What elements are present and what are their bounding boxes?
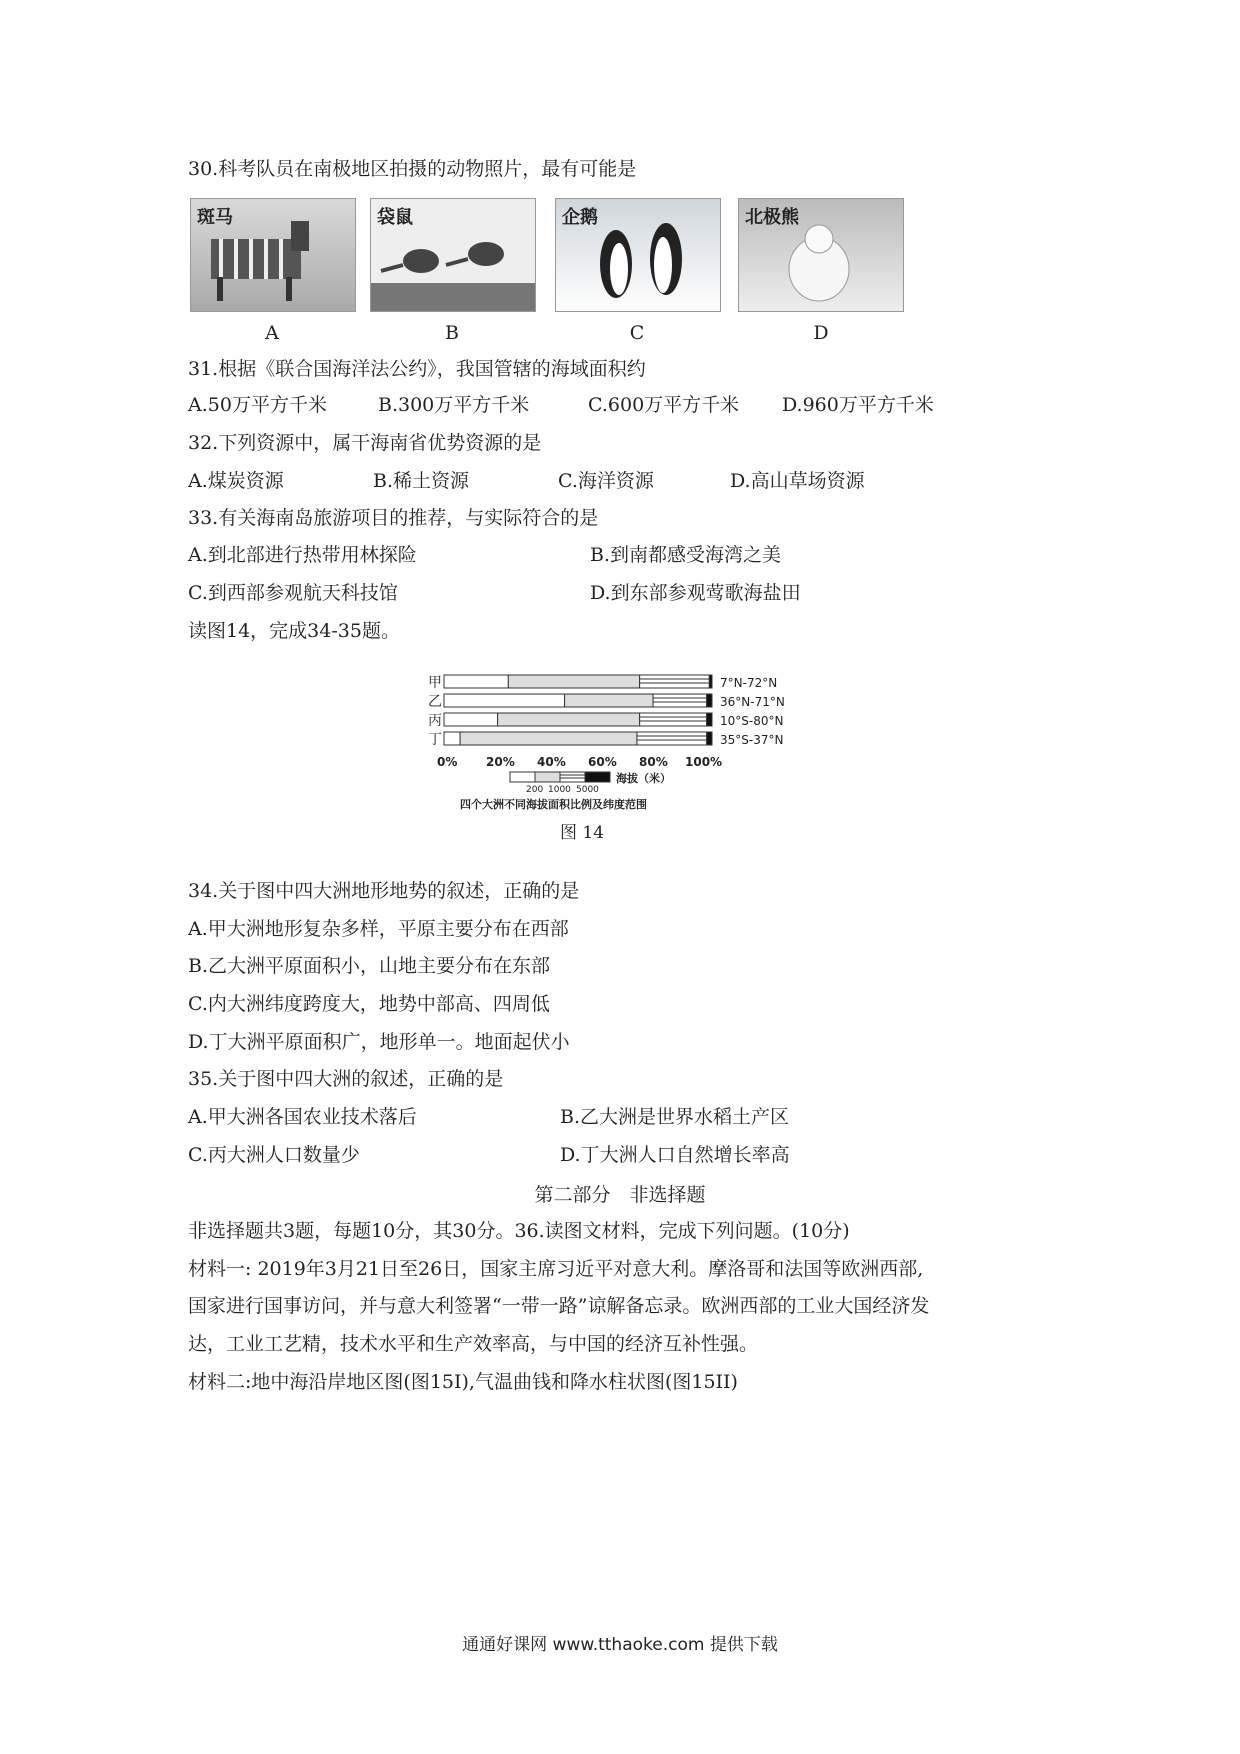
q34-stem: 34.关于图中四大洲地形地势的叙述，正确的是: [188, 880, 580, 902]
q33-option-b: B.到南都感受海湾之美: [590, 544, 782, 566]
q35-option-a: A.甲大洲各国农业技术落后: [188, 1106, 417, 1128]
bar-segment-4-2: [460, 732, 637, 745]
tick-60: 60%: [588, 755, 617, 769]
photo-kangaroo: [370, 198, 536, 312]
q35-option-d: D.丁大洲人口自然增长率高: [560, 1144, 790, 1166]
figure14-intro: 读图14，完成34-35题。: [188, 620, 400, 642]
photo-letter-d: D: [813, 322, 829, 344]
photo-tag-penguin: 企鹅: [562, 207, 598, 228]
q34-option-a: A.甲大洲地形复杂多样，平原主要分布在西部: [188, 918, 569, 940]
range-bing: 10°S-80°N: [720, 714, 784, 728]
bar-segment-2-3: [653, 694, 707, 707]
legend-200: 200: [526, 785, 544, 795]
legend-unit: 海拔（米）: [616, 772, 671, 785]
q31-stem: 31.根据《联合国海洋法公约》，我国管辖的海域面积约: [188, 358, 646, 380]
photo-letter-c: C: [629, 322, 645, 344]
q33-option-c: C.到西部参观航天科技馆: [188, 582, 398, 604]
material1-line3: 达，工业工艺精，技术水平和生产效率高，与中国的经济互补性强。: [188, 1333, 759, 1355]
photo-tag-polar-bear: 北极熊: [745, 207, 799, 228]
tick-40: 40%: [537, 755, 566, 769]
figure14-caption: 图 14: [560, 823, 605, 843]
tick-100: 100%: [685, 755, 723, 769]
bar-segment-3-2: [498, 713, 640, 726]
q33-option-d: D.到东部参观莺歌海盐田: [590, 582, 801, 604]
range-yi: 36°N-71°N: [720, 695, 785, 709]
tick-80: 80%: [639, 755, 668, 769]
q30-stem: 30.科考队员在南极地区拍摄的动物照片，最有可能是: [188, 158, 637, 180]
legend-1000: 1000: [548, 785, 571, 795]
q35-option-b: B.乙大洲是世界水稻土产区: [560, 1106, 790, 1128]
range-jia: 7°N-72°N: [720, 676, 778, 690]
chart-subtitle: 四个大洲不同海拔面积比例及纬度范围: [460, 798, 647, 811]
bar-segment-1-2: [508, 675, 639, 688]
bar-segment-4-3: [637, 732, 707, 745]
bar-segment-3-1: [444, 713, 498, 726]
page-footer: 通通好课网 www.tthaoke.com 提供下载: [462, 1635, 778, 1655]
bar-segment-2-1: [444, 694, 565, 707]
elevation-legend: [510, 772, 610, 782]
q32-option-a: A.煤炭资源: [188, 470, 284, 492]
photo-penguin: [555, 198, 721, 312]
material2: 材料二:地中海沿岸地区图(图15I),气温曲钱和降水柱状图(图15II): [188, 1371, 738, 1393]
q33-option-a: A.到北部进行热带用林探险: [188, 544, 417, 566]
part2-intro: 非选择题共3题，每题10分，其30分。36.读图文材料，完成下列问题。(10分): [188, 1220, 850, 1242]
bar-segment-2-4: [707, 694, 712, 707]
legend-5000: 5000: [576, 785, 599, 795]
q32-option-b: B.稀土资源: [373, 470, 470, 492]
part2-heading: 第二部分 非选择题: [534, 1184, 706, 1206]
row-label-yi: 乙: [428, 694, 442, 710]
q33-stem: 33.有关海南岛旅游项目的推荐，与实际符合的是: [188, 507, 599, 529]
photo-tag-zebra: 斑马: [197, 207, 233, 228]
q35-stem: 35.关于图中四大洲的叙述，正确的是: [188, 1068, 504, 1090]
tick-20: 20%: [486, 755, 515, 769]
q35-option-c: C.丙大洲人口数量少: [188, 1144, 360, 1166]
q32-option-c: C.海洋资源: [558, 470, 654, 492]
bar-segment-1-3: [640, 675, 710, 688]
q32-stem: 32.下列资源中，属干海南省优势资源的是: [188, 432, 542, 454]
row-label-bing: 丙: [428, 713, 442, 729]
photo-letter-b: B: [445, 322, 459, 344]
tick-0: 0%: [437, 755, 458, 769]
q34-option-c: C.内大洲纬度跨度大，地势中部高、四周低: [188, 993, 550, 1015]
bar-segment-4-4: [707, 732, 712, 745]
row-label-jia: 甲: [428, 675, 442, 691]
bar-segment-3-3: [640, 713, 707, 726]
row-label-ding: 丁: [428, 732, 442, 748]
photo-tag-kangaroo: 袋鼠: [377, 207, 413, 228]
range-ding: 35°S-37°N: [720, 733, 784, 747]
material1-line1: 材料一: 2019年3月21日至26日，国家主席习近平对意大利。摩洛哥和法国等欧洲西部,: [188, 1258, 924, 1280]
figure14-chart: [420, 668, 820, 868]
q31-option-c: C.600万平方千米: [588, 394, 740, 416]
q31-option-a: A.50万平方千米: [188, 394, 327, 416]
photo-zebra: [190, 198, 356, 312]
bar-segment-4-1: [444, 732, 460, 745]
photo-polar-bear: [738, 198, 904, 312]
q34-option-d: D.丁大洲平原面积广，地形单一。地面起伏小: [188, 1031, 570, 1053]
photo-letter-a: A: [265, 322, 279, 344]
bar-segment-1-4: [709, 675, 712, 688]
q31-option-b: B.300万平方千米: [378, 394, 530, 416]
q32-option-d: D.高山草场资源: [730, 470, 865, 492]
bar-segment-3-4: [707, 713, 712, 726]
q34-option-b: B.乙大洲平原面积小，山地主要分布在东部: [188, 955, 551, 977]
q31-option-d: D.960万平方千米: [782, 394, 934, 416]
bar-segment-2-2: [565, 694, 653, 707]
bar-segment-1-1: [444, 675, 508, 688]
material1-line2: 国家进行国事访问，并与意大利签署“一带一路”谅解备忘录。欧洲西部的工业大国经济发: [188, 1295, 930, 1317]
